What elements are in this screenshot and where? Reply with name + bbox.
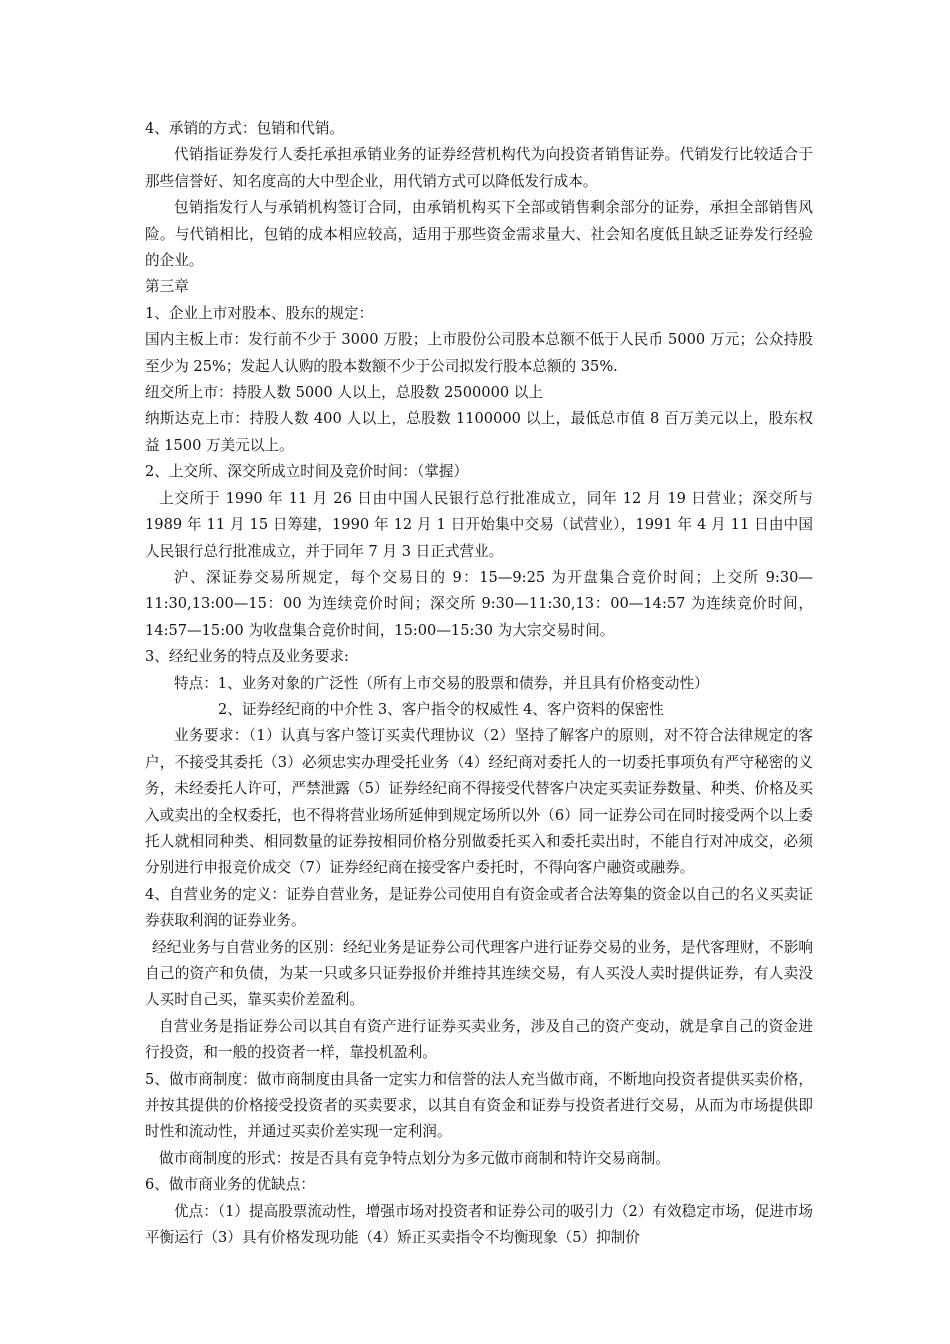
paragraph-brokerage-vs-proprietary: 经纪业务与自营业务的区别：经纪业务是证券公司代理客户进行证券交易的业务，是代客理财，不影响自己的资产和负债，为某一只或多只证券报价并维持其连续交易，有人买没人卖时提供证券，有人卖没人买时自己买，靠买卖价差盈利。 <box>145 938 813 1009</box>
paragraph-firm-commitment: 包销指发行人与承销机构签订合同，由承销机构买下全部或销售剩余部分的证券，承担全部销售风险。与代销相比，包销的成本相应较高，适用于那些资金需求量大、社会知名度低且缺乏证券发行经验的企业。 <box>145 199 813 270</box>
heading-underwriting-methods: 4、承销的方式：包销和代销。 <box>145 120 345 137</box>
paragraph-features-line2: 2、证券经纪商的中介性 3、客户指令的权威性 4、客户资料的保密性 <box>218 700 664 718</box>
paragraph-business-requirements: 业务要求：（1）认真与客户签订买卖代理协议（2）坚持了解客户的原则，对不符合法律规定的客户，不接受其委托（3）必须忠实办理受托业务（4）经纪商对委托人的一切委托事项负有严守秘密的义务，未经委托人许可，严禁泄露（5）证券经纪商不得接受代替客户决定买卖证券数量、种类、价格及买入或卖出的全权委托，也不得将营业场所延伸到规定场所以外（6）同一证券公司在同时接受两个以上委托人就相同种类、相同数量的证券按相同价格分别做委托买入和委托卖出时，不能自行对冲成交，必须分别进行申报竞价成交（7）证券经纪商在接受客户委托时，不得向客户融资或融券。 <box>145 727 813 877</box>
paragraph-proprietary-business: 自营业务是指证券公司以其自有资产进行证券买卖业务，涉及自己的资产变动，就是拿自己的资金进行投资，和一般的投资者一样，靠投机盈利。 <box>145 1017 813 1062</box>
paragraph-proprietary-definition: 4、自营业务的定义：证券自营业务，是证券公司使用自有资金或者合法筹集的资金以自己的名义买卖证券获取利润的证券业务。 <box>145 885 813 930</box>
paragraph-nyse-listing: 纽交所上市：持股人数 5000 人以上，总股数 2500000 以上 <box>145 384 543 402</box>
paragraph-advantages: 优点：（1）提高股票流动性，增强市场对投资者和证券公司的吸引力（2）有效稳定市场，促进市场平衡运行（3）具有价格发现功能（4）矫正买卖指令不均衡现象（5）抑制价 <box>145 1202 813 1247</box>
heading-listing-requirements: 1、企业上市对股本、股东的规定： <box>145 304 374 322</box>
paragraph-market-maker-system: 5、做市商制度：做市商制度由具备一定实力和信誉的法人充当做市商，不断地向投资者提供买卖价格，并按其提供的价格接受投资者的买卖要求，以其自有资金和证券与投资者进行交易，从而为市场提供即时性和流动性，并通过买卖价差实现一定利润。 <box>145 1070 813 1141</box>
paragraph-market-maker-forms: 做市商制度的形式：按是否具有竞争特点划分为多元做市商制和特许交易商制。 <box>159 1149 670 1167</box>
heading-brokerage-features: 3、经纪业务的特点及业务要求: <box>145 648 349 666</box>
paragraph-features-line1: 特点：1、业务对象的广泛性（所有上市交易的股票和债券，并且具有价格变动性） <box>174 674 709 692</box>
paragraph-domestic-listing: 国内主板上市：发行前不少于 3000 万股；上市股份公司股本总额不低于人民币 5000 万元；公众持股至少为 25%；发起人认购的股本数额不少于公司拟发行股本总额的 35%. <box>145 331 813 375</box>
heading-exchange-times: 2、上交所、深交所成立时间及竞价时间：（掌握） <box>145 463 469 481</box>
chapter-title: 第三章 <box>145 278 189 296</box>
paragraph-bidding-times: 沪、深证券交易所规定，每个交易日的 9：15—9:25 为开盘集合竞价时间；上交所 9:30—11:30,13:00—15：00 为连续竞价时间；深交所 9:30—11:30,13：00—14:57 为连续竞价时间，14:57—15:00 为收盘集合竞价时间，15:00—15:30 为大宗交易时间。 <box>145 568 813 639</box>
paragraph-nasdaq-listing: 纳斯达克上市：持股人数 400 人以上，总股数 1100000 以上，最低总市值 8 百万美元以上，股东权益 1500 万美元以上。 <box>145 410 813 454</box>
document-page <box>145 116 813 1251</box>
paragraph-agency-selling: 代销指证券发行人委托承担承销业务的证券经营机构代为向投资者销售证券。代销发行比较适合于那些信誉好、知名度高的大中型企业，用代销方式可以降低发行成本。 <box>145 146 813 190</box>
heading-market-maker-pros-cons: 6、做市商业务的优缺点： <box>145 1176 315 1194</box>
paragraph-exchange-founding: 上交所于 1990 年 11 月 26 日由中国人民银行总行批准成立，同年 12 月 19 日营业；深交所与 1989 年 11 月 15 日筹建，1990 年 12 月 1 日开始集中交易（试营业），1991 年 4 月 11 日由中国人民银行总行批准成立，并于同年 7 月 3 日正式营业。 <box>145 489 813 560</box>
